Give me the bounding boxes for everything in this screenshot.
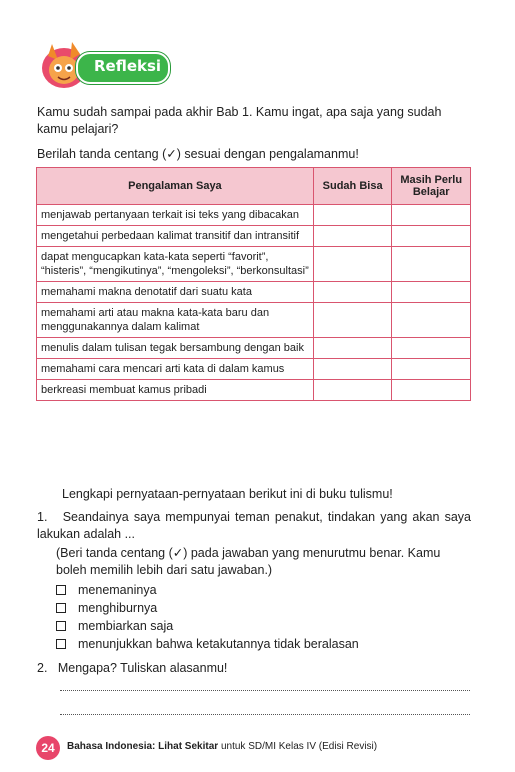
check-cell[interactable] xyxy=(313,247,392,282)
check-cell[interactable] xyxy=(392,282,471,303)
question-2-number: 2. xyxy=(37,661,48,675)
check-cell[interactable] xyxy=(392,359,471,380)
check-cell[interactable] xyxy=(392,338,471,359)
table-header-row xyxy=(37,168,471,205)
check-cell[interactable] xyxy=(313,226,392,247)
option-label: menunjukkan bahwa ketakutannya tidak beralasan xyxy=(78,637,359,651)
header-already-able: Sudah Bisa xyxy=(313,168,392,205)
check-cell[interactable] xyxy=(313,380,392,401)
option-item[interactable] xyxy=(56,601,157,615)
footer-book-title: Bahasa Indonesia: Lihat Sekitar xyxy=(67,741,219,752)
row-label: memahami arti atau makna kata-kata baru dan menggunakannya dalam kalimat xyxy=(37,303,314,338)
option-label: menghiburnya xyxy=(78,601,158,615)
check-cell[interactable] xyxy=(313,282,392,303)
option-label: membiarkan saja xyxy=(78,619,174,633)
checkbox-icon[interactable] xyxy=(56,603,66,613)
question-1-number: 1. xyxy=(37,510,48,524)
table-row xyxy=(37,247,471,282)
option-item[interactable] xyxy=(56,637,359,651)
check-cell[interactable] xyxy=(313,303,392,338)
row-label: memahami makna denotatif dari suatu kata xyxy=(37,282,314,303)
check-cell[interactable] xyxy=(392,205,471,226)
question-2 xyxy=(37,660,227,677)
table-row xyxy=(37,338,471,359)
check-cell[interactable] xyxy=(392,303,471,338)
check-cell[interactable] xyxy=(313,359,392,380)
checkbox-icon[interactable] xyxy=(56,585,66,595)
check-cell[interactable] xyxy=(313,338,392,359)
option-item[interactable] xyxy=(56,619,173,633)
checkbox-icon[interactable] xyxy=(56,639,66,649)
check-cell[interactable] xyxy=(392,380,471,401)
header-experience: Pengalaman Saya xyxy=(37,168,314,205)
row-label: berkreasi membuat kamus pribadi xyxy=(37,380,314,401)
question-1-note: (Beri tanda centang (✓) pada jawaban yang menurutmu benar. Kamu boleh memilih lebih dari satu jawaban.) xyxy=(56,546,441,577)
option-item[interactable] xyxy=(56,583,157,597)
answer-line[interactable] xyxy=(60,690,470,691)
row-label: menjawab pertanyaan terkait isi teks yang dibacakan xyxy=(37,205,314,226)
page-number: 24 xyxy=(36,736,60,760)
table-row xyxy=(37,205,471,226)
table-row xyxy=(37,226,471,247)
table-row xyxy=(37,380,471,401)
badge-label: Refleksi xyxy=(94,57,162,75)
footer-book-subtitle: untuk SD/MI Kelas IV (Edisi Revisi) xyxy=(218,741,378,752)
reflection-badge xyxy=(38,38,168,90)
question-1 xyxy=(37,509,471,543)
lead-instruction: Lengkapi pernyataan-pernyataan berikut ini di buku tulismu! xyxy=(62,487,393,501)
check-cell[interactable] xyxy=(392,226,471,247)
table-row xyxy=(37,303,471,338)
instruction-text: Berilah tanda centang (✓) sesuai dengan pengalamanmu! xyxy=(37,147,359,161)
table-row xyxy=(37,282,471,303)
check-cell[interactable] xyxy=(392,247,471,282)
row-label: mengetahui perbedaan kalimat transitif dan intransitif xyxy=(37,226,314,247)
header-still-learning: Masih Perlu Belajar xyxy=(392,168,471,205)
footer-text xyxy=(67,741,377,752)
question-1-text: Seandainya saya mempunyai teman penakut, tindakan yang akan saya lakukan adalah ... xyxy=(37,510,471,541)
row-label: dapat mengucapkan kata-kata seperti “favorit”, “histeris”, “mengikutinya”, “mengoleksi”, “berkonsultasi” xyxy=(37,247,314,282)
answer-line[interactable] xyxy=(60,714,470,715)
reflection-table xyxy=(36,167,471,401)
row-label: menulis dalam tulisan tegak bersambung dengan baik xyxy=(37,338,314,359)
option-label: menemaninya xyxy=(78,583,157,597)
question-2-text: Mengapa? Tuliskan alasanmu! xyxy=(57,661,228,675)
table-row xyxy=(37,359,471,380)
row-label: memahami cara mencari arti kata di dalam kamus xyxy=(37,359,314,380)
intro-text: Kamu sudah sampai pada akhir Bab 1. Kamu ingat, apa saja yang sudah kamu pelajari? xyxy=(37,105,442,136)
check-cell[interactable] xyxy=(313,205,392,226)
checkbox-icon[interactable] xyxy=(56,621,66,631)
